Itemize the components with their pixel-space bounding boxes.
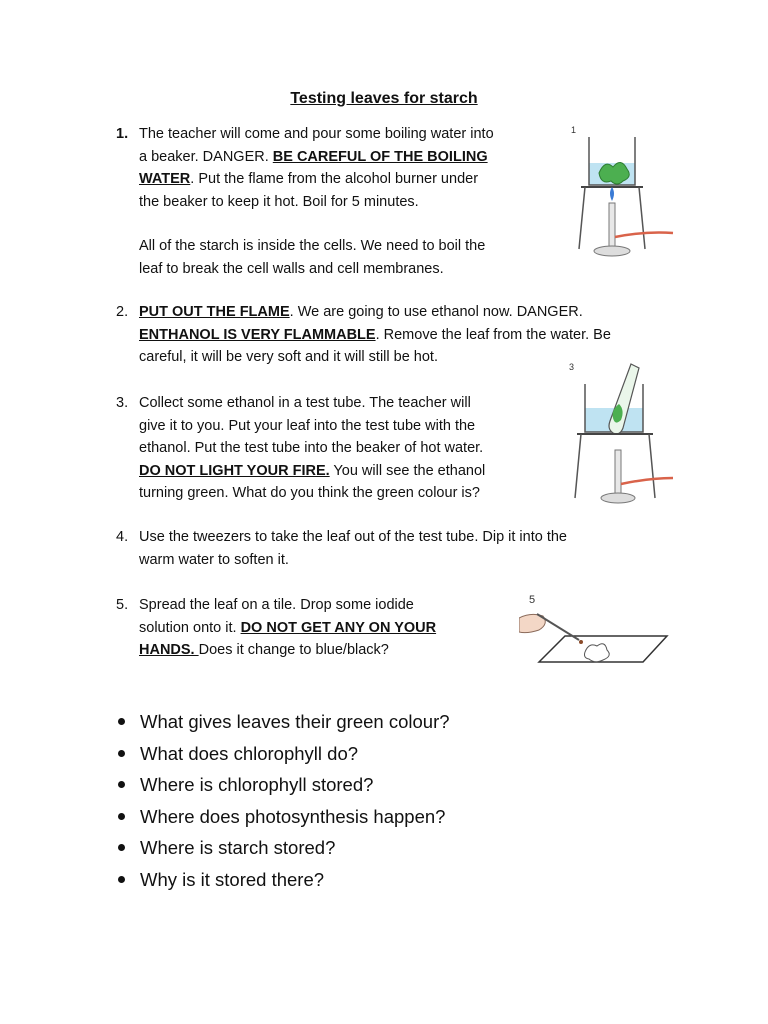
question-item <box>116 769 450 801</box>
step-text-segment: Collect some ethanol in a test tube. The teacher will <box>139 395 471 411</box>
bullet-icon <box>118 781 125 788</box>
figure-test-tube-beaker <box>563 358 675 510</box>
flame <box>610 187 614 201</box>
step-5 <box>116 594 436 662</box>
step-line <box>139 415 485 438</box>
burner-base <box>594 246 630 256</box>
question-item <box>116 738 450 770</box>
step-line <box>139 392 485 415</box>
bullet-icon <box>118 750 125 757</box>
question-text: What gives leaves their green colour? <box>140 711 450 732</box>
step-text-segment: . Put the flame from the alcohol burner under <box>190 171 479 187</box>
step-text-segment: Spread the leaf on a tile. Drop some iodide <box>139 597 414 613</box>
step-text-segment: the beaker to keep it hot. Boil for 5 minutes. <box>139 193 419 210</box>
danger-warning: DO NOT GET ANY ON YOUR <box>240 619 437 636</box>
step-text-segment: warm water to soften it. <box>139 551 289 568</box>
step-number: 5. <box>116 597 129 613</box>
step-line <box>139 346 611 369</box>
question-text: What does chlorophyll do? <box>140 742 359 764</box>
step-line <box>139 617 436 640</box>
step-text-segment: The teacher will come and pour some boiling water into <box>139 126 494 142</box>
step-line <box>139 594 436 617</box>
step-text-segment: leaf to break the cell walls and cell membranes. <box>139 260 444 277</box>
step-number: 4. <box>116 529 129 545</box>
step-line <box>139 639 436 662</box>
bullet-icon <box>118 718 125 725</box>
danger-warning: PUT OUT THE FLAME <box>139 304 290 320</box>
step-line <box>139 526 567 549</box>
gas-tubing <box>621 478 673 484</box>
step-number: 3. <box>116 395 129 411</box>
question-item <box>116 801 450 833</box>
step-line <box>139 123 494 146</box>
step-line <box>139 482 485 505</box>
tripod-leg <box>579 187 585 249</box>
iodide-tile-illustration <box>519 590 675 672</box>
step-4 <box>116 526 567 571</box>
figure-boiling-beaker <box>563 123 675 263</box>
boiling-beaker-illustration <box>563 123 675 263</box>
question-list <box>116 706 450 895</box>
step-line <box>139 191 494 214</box>
step-text <box>139 123 494 280</box>
question-text: Where does photosynthesis happen? <box>140 805 446 827</box>
question-item <box>116 832 450 864</box>
step-text-segment: ethanol. Put the test tube into the beaker of hot water. <box>139 440 484 456</box>
burner-base <box>601 493 635 503</box>
figure-label: 1 <box>571 125 577 135</box>
step-text-segment: Use the tweezers to take the leaf out of the test tube. Dip it into the <box>139 529 567 545</box>
bullet-icon <box>118 813 125 820</box>
step-line <box>139 324 611 347</box>
question-item <box>116 864 450 896</box>
step-line <box>139 549 567 572</box>
figure-label: 3 <box>569 362 575 372</box>
step-line <box>139 258 494 281</box>
iodide-drop <box>579 640 583 644</box>
question-text: Why is it stored there? <box>140 868 325 890</box>
test-tube-illustration <box>563 358 675 510</box>
step-number: 2. <box>116 304 129 320</box>
step-text-segment: careful, it will be very soft and it will still be hot. <box>139 349 438 365</box>
question-item <box>116 706 450 738</box>
step-1 <box>116 123 494 280</box>
step-text-segment: turning green. What do you think the green colour is? <box>139 485 480 501</box>
step-line <box>139 437 485 460</box>
question-text: Where is starch stored? <box>140 837 336 858</box>
step-text-segment: . Remove the leaf from the water. Be <box>375 326 611 343</box>
step-line <box>139 460 485 483</box>
step-line <box>139 146 494 169</box>
burner <box>615 450 621 494</box>
bullet-icon <box>118 876 125 883</box>
step-text-segment: All of the starch is inside the cells. We need to boil the <box>139 238 486 254</box>
step-number: 1. <box>116 126 129 142</box>
step-line <box>139 235 494 258</box>
danger-warning: WATER <box>139 171 191 187</box>
step-text <box>139 594 436 662</box>
step-line <box>139 168 494 191</box>
step-3 <box>116 392 485 505</box>
tripod-leg <box>639 187 645 249</box>
step-text-segment: a beaker. DANGER. <box>139 148 273 165</box>
bullet-icon <box>118 844 125 851</box>
figure-iodide-tile <box>519 590 675 672</box>
question-text: Where is chlorophyll stored? <box>140 774 374 795</box>
danger-warning: BE CAREFUL OF THE BOILING <box>272 148 488 165</box>
tripod-leg <box>649 434 655 498</box>
step-text-segment: You will see the ethanol <box>329 462 486 479</box>
step-text-segment: . We are going to use ethanol now. DANGER. <box>289 304 583 320</box>
danger-warning: HANDS. <box>139 642 199 658</box>
tripod-leg <box>575 434 581 498</box>
step-text <box>139 301 611 369</box>
step-text <box>139 392 485 505</box>
leaf <box>599 162 629 184</box>
step-text-segment: solution onto it. <box>139 619 241 636</box>
danger-warning: DO NOT LIGHT YOUR FIRE. <box>139 462 330 479</box>
step-text-segment: Does it change to blue/black? <box>198 642 389 658</box>
page-title: Testing leaves for starch <box>290 90 478 107</box>
burner <box>609 203 615 247</box>
leaf <box>585 644 610 662</box>
danger-warning: ENTHANOL IS VERY FLAMMABLE <box>139 326 376 343</box>
figure-label: 5 <box>529 594 536 606</box>
step-2 <box>116 301 611 369</box>
step-line <box>139 301 611 324</box>
step-text <box>139 526 567 571</box>
step-text-segment: give it to you. Put your leaf into the test tube with the <box>139 417 476 434</box>
